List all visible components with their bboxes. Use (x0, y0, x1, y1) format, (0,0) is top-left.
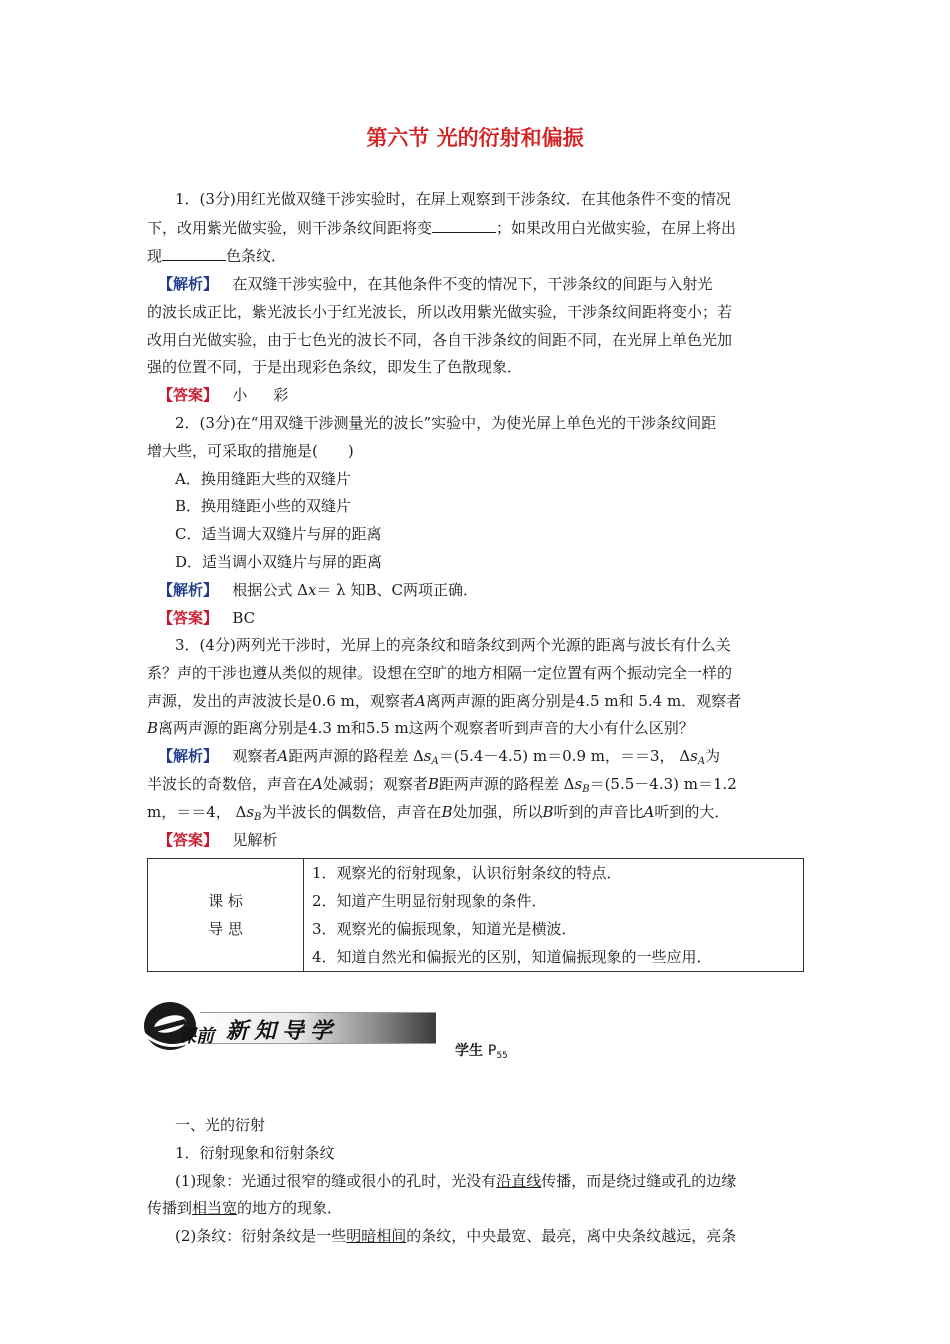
q3-analysis-line-1: 【解析】 观察者A距两声源的路程差 $\Delta s_A=(5.4-4.5)$ m＝0.9 m，＝＝3， $\Delta s_A$为 (158, 747, 721, 767)
q1-blank-1[interactable] (432, 218, 496, 233)
q2-analysis: 【解析】 根据公式 Δx＝ λ 知B、C两项正确． (158, 581, 478, 599)
banner-prefix: 课前 (178, 1026, 214, 1047)
q1-line-3: 现 色条纹． (147, 247, 287, 265)
q2-option-a: A．换用缝距大些的双缝片 (175, 470, 351, 488)
goal-item: 3．观察光的偏振现象，知道光是横波． (312, 920, 577, 938)
section1-para-2: 传播到相当宽的地方的现象． (147, 1199, 343, 1217)
section1-para-1: (1)现象：光通过很窄的缝或很小的孔时，光没有沿直线传播，而是绕过缝或孔的边缘 (175, 1172, 737, 1190)
q1-analysis-line-1: 【解析】 在双缝干涉实验中，在其他条件不变的情况下，干涉条纹的间距与入射光 (158, 275, 713, 293)
q3-line-3: 声源，发出的声波波长是0.6 m，观察者A离两声源的距离分别是4.5 m和 5.4 m．观察者 (147, 692, 742, 710)
q3-analysis-line-2: 半波长的奇数倍，声音在A处减弱；观察者B距两声源的路程差 $\Delta s_B=(5.5-4.3)$ m＝1.2 (147, 775, 737, 795)
goals-items-cell (304, 859, 804, 972)
q3-line-1: 3．(4分)两列光干涉时，光屏上的亮条纹和暗条纹到两个光源的距离与波长有什么关 (175, 636, 731, 654)
q3-line-4: B离两声源的距离分别是4.3 m和5.5 m这两个观察者听到声音的大小有什么区别？ (147, 719, 694, 737)
q3-line-2: 系？声的干涉也遵从类似的规律。设想在空旷的地方相隔一定位置有两个振动完全一样的 (147, 664, 733, 682)
q1-line-1: 1．(3分)用红光做双缝干涉实验时，在屏上观察到干涉条纹．在其他条件不变的情况 (175, 190, 731, 208)
page-title: 第六节 光的衍射和偏振 (366, 126, 584, 150)
analysis-tag: 【解析】 (158, 275, 219, 293)
section-banner (140, 996, 440, 1054)
student-page-ref: 学生 $P_{55}$ (455, 1043, 508, 1061)
q1-line-2: 下，改用紫光做实验，则干涉条纹间距将变 ；如果改用白光做实验，在屏上将出 (147, 219, 737, 237)
banner-title: 新知导学 (226, 1018, 339, 1044)
section1-subheading: 1．衍射现象和衍射条纹 (175, 1144, 335, 1162)
q1-blank-2[interactable] (162, 246, 226, 261)
q3-analysis-line-3: m，＝＝4， $\Delta s_B$为半波长的偶数倍，声音在B处加强，所以B听到的声音比A听到的大． (147, 803, 730, 823)
q1-answer: 【答案】 小 彩 (158, 386, 289, 404)
q1-analysis-line-4: 强的位置不同，于是出现彩色条纹，即发生了色散现象． (147, 358, 523, 376)
q2-answer: 【答案】 BC (158, 609, 256, 627)
goals-label-1: 课 标 (208, 892, 243, 910)
q1-analysis-line-3: 改用白光做实验，由于七色光的波长不同，各自干涉条纹的间距不同，在光屏上单色光加 (147, 331, 733, 349)
goal-item: 1．观察光的衍射现象，认识衍射条纹的特点． (312, 864, 622, 882)
q2-option-b: B．换用缝距小些的双缝片 (175, 497, 352, 515)
goal-item: 4．知道自然光和偏振光的区别，知道偏振现象的一些应用． (312, 948, 712, 966)
answer-tag: 【答案】 (158, 386, 219, 404)
section1-para-3: (2)条纹：衍射条纹是一些明暗相间的条纹，中央最宽、最亮，离中央条纹越远，亮条 (175, 1227, 737, 1245)
learning-goals-table (147, 858, 804, 972)
q2-option-c: C．适当调大双缝片与屏的距离 (175, 525, 382, 543)
q3-answer: 【答案】 见解析 (158, 831, 278, 849)
q2-option-d: D．适当调小双缝片与屏的距离 (175, 553, 383, 571)
q2-line-2: 增大些，可采取的措施是( ) (147, 442, 354, 460)
section1-heading: 一、光的衍射 (175, 1116, 266, 1134)
goals-label-2: 导 思 (208, 920, 243, 938)
q1-analysis-line-2: 的波长成正比，紫光波长小于红光波长，所以改用紫光做实验，干涉条纹间距将变小；若 (147, 303, 733, 321)
q2-line-1: 2．(3分)在“用双缝干涉测量光的波长”实验中，为使光屏上单色光的干涉条纹间距 (175, 414, 717, 432)
goal-item: 2．知道产生明显衍射现象的条件． (312, 892, 547, 910)
goals-label-cell (148, 859, 304, 972)
